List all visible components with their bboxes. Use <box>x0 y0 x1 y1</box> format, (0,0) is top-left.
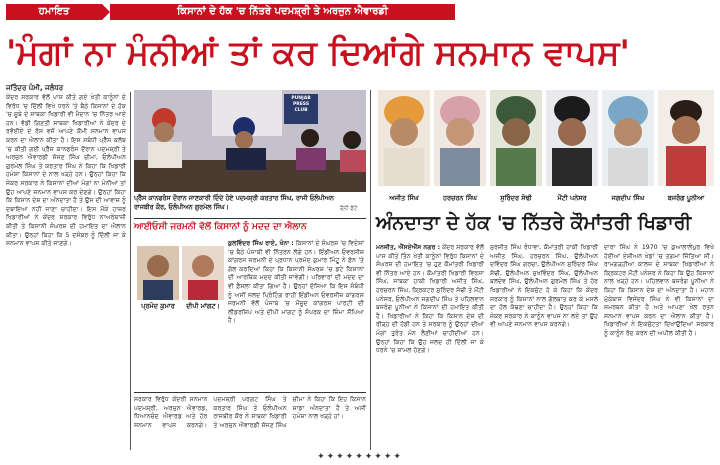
column-divider <box>370 90 371 450</box>
main-headline: 'ਮੰਗਾਂ ਨਾ ਮੰਨੀਆਂ ਤਾਂ ਕਰ ਦਿਆਂਗੇ ਸਨਮਾਨ ਵਾਪਸ' <box>6 33 630 73</box>
right-column-2 <box>490 244 598 449</box>
separator-stars: ✦✦✦✦✦✦✦✦✦ <box>317 452 403 462</box>
photo-drawing <box>134 90 366 192</box>
strap-headline: ਕਿਸਾਨਾਂ ਦੇ ਹੱਕ 'ਚ ਨਿੱਤਰੇ ਪਦਮਸ਼੍ਰੀ ਤੇ ਅਰਜੁਨ ਐਵਾਰਡੀ <box>110 4 455 20</box>
athlete-name: ਮੌਂਟੀ ਪਨੇਸਰ <box>557 194 587 202</box>
athlete-name: ਅਜੀਤ ਸਿੰਘ <box>389 194 419 202</box>
box-rule <box>134 392 366 393</box>
left-article-text: ਕੇਂਦਰ ਸਰਕਾਰ ਵੱਲੋਂ ਪਾਸ ਕੀਤੇ ਗਏ ਖੇਤੀ ਕਾਨੂੰਨਾਂ ਦੇ ਵਿਰੋਧ 'ਚ ਦਿੱਲੀ ਵਿਖੇ ਧਰਨੇ 'ਤੇ ਬੈਠੇ ਕਿਸਾਨਾਂ ਦੇ ਹੱਕ 'ਚ ਸੂਬੇ ਦੇ ਸਾਬਕਾ ਖਿਡਾਰੀ ਵੀ ਮੈਦਾਨ 'ਚ ਨਿੱਤਰ ਆਏ ਹਨ। ਵੱਡੀ ਗਿਣਤੀ ਸਾਬਕਾ ਖਿਡਾਰੀਆਂ ਨੇ ਕੇਂਦਰ ਦੇ ਰਵੱਈਏ ਦੇ ਰੋਸ ਵਜੋਂ ਆਪਣੇ ਕੌਮੀ ਸਨਮਾਨ ਵਾਪਸ ਕਰਨ ਦਾ ਐਲਾਨ ਕੀਤਾ ਹੈ। ਇਸ ਸਬੰਧੀ ਪ੍ਰੈੱਸ ਕਲੱਬ 'ਚ ਕੀਤੀ ਗਈ ਪ੍ਰੈੱਸ ਕਾਨਫਰੰਸ ਦੌਰਾਨ ਪਦਮਸ਼੍ਰੀ ਤੇ ਅਰਜੁਨ ਐਵਾਰਡੀ ਸੱਜਣ ਸਿੰਘ ਚੀਮਾ, ਓਲੰਪੀਅਨ ਗੁਰਮੇਲ ਸਿੰਘ ਤੇ ਕਰਤਾਰ ਸਿੰਘ ਨੇ ਕਿਹਾ ਕਿ ਖਿਡਾਰੀ ਹਮੇਸ਼ਾ ਕਿਸਾਨਾਂ ਦੇ ਨਾਲ ਖੜ੍ਹੇ ਹਨ। ਉਨ੍ਹਾਂ ਕਿਹਾ ਕਿ ਜੇਕਰ ਸਰਕਾਰ ਨੇ ਕਿਸਾਨਾਂ ਦੀਆਂ ਮੰਗਾਂ ਨਾ ਮੰਨੀਆਂ ਤਾਂ ਉਹ ਆਪਣੇ ਸਨਮਾਨ ਵਾਪਸ ਕਰ ਦੇਣਗੇ। ਉਨ੍ਹਾਂ ਕਿਹਾ ਕਿ ਕਿਸਾਨ ਦੇਸ਼ ਦਾ ਅੰਨਦਾਤਾ ਹੈ ਤੇ ਉਸ ਦੀ ਆਵਾਜ਼ ਨੂੰ ਦਬਾਇਆ ਨਹੀਂ ਜਾਣਾ ਚਾਹੀਦਾ। ਇਸ ਮੌਕੇ ਹਾਜ਼ਰ ਖਿਡਾਰੀਆਂ ਨੇ ਕੇਂਦਰ ਸਰਕਾਰ ਵਿਰੁੱਧ ਨਾਅਰੇਬਾਜ਼ੀ ਕੀਤੀ ਤੇ ਕਿਸਾਨੀ ਸੰਘਰਸ਼ ਦੀ ਹਮਾਇਤ ਦਾ ਐਲਾਨ ਕੀਤਾ। ਉਨ੍ਹਾਂ ਕਿਹਾ ਕਿ 5 ਦਸੰਬਰ ਨੂੰ ਦਿੱਲੀ ਜਾ ਕੇ ਸਨਮਾਨ ਵਾਪਸ ਕੀਤੇ ਜਾਣਗੇ। <box>6 94 126 248</box>
press-club-sign: PUNJAB PRESS CLUB <box>291 96 311 113</box>
right-column-1-text: ਕੇਂਦਰ ਸਰਕਾਰ ਵੱਲੋਂ ਪਾਸ ਕੀਤੇ ਤਿੰਨ ਖੇਤੀ ਕਾਨੂੰਨਾਂ ਵਿਰੁੱਧ ਕਿਸਾਨਾਂ ਦੇ ਸੰਘਰਸ਼ ਦੀ ਹਮਾਇਤ 'ਚ ਹੁਣ ਕੌਮਾਂਤਰੀ ਖਿਡਾਰੀ ਵੀ ਨਿੱਤਰ ਆਏ ਹਨ। ਕੌਮਾਂਤਰੀ ਖਿਡਾਰੀ ਵਿਰਸਾ ਸਿੰਘ, ਸਾਬਕਾ ਹਾਕੀ ਖਿਡਾਰੀ ਅਜੀਤ ਸਿੰਘ, ਹਰਚਰਨ ਸਿੰਘ, ਕ੍ਰਿਕਟਰ ਸੁਰਿੰਦਰ ਸੋਢੀ ਤੇ ਮੌਂਟੀ ਪਨੇਸਰ, ਓਲੰਪੀਅਨ ਜਗਦੀਪ ਸਿੰਘ ਤੇ ਪਹਿਲਵਾਨ ਬਜਰੰਗ ਪੂਨੀਆ ਨੇ ਕਿਸਾਨਾਂ ਦੀ ਹਮਾਇਤ ਕੀਤੀ ਹੈ। ਖਿਡਾਰੀਆਂ ਨੇ ਕਿਹਾ ਕਿ ਕਿਸਾਨ ਦੇਸ਼ ਦੀ ਰੀੜ੍ਹ ਦੀ ਹੱਡੀ ਹਨ ਤੇ ਸਰਕਾਰ ਨੂੰ ਉਨ੍ਹਾਂ ਦੀਆਂ ਮੰਗਾਂ ਤੁਰੰਤ ਮੰਨ ਲੈਣੀਆਂ ਚਾਹੀਦੀਆਂ ਹਨ। ਉਨ੍ਹਾਂ ਕਿਹਾ ਕਿ ਉਹ ਜਲਦ ਹੀ ਦਿੱਲੀ ਜਾ ਕੇ ਧਰਨੇ 'ਚ ਸ਼ਾਮਲ ਹੋਣਗੇ। <box>376 244 484 355</box>
column-divider <box>130 92 131 450</box>
right-column-3-text: ਦਾਰਾ ਸਿੰਘ ਨੇ 1970 'ਚ ਕੁਆਲਾਲੰਪੁਰ ਵਿਖੇ ਹੋਈਆਂ ਏਸ਼ੀਅਨ ਖੇਡਾਂ 'ਚ ਤਗ਼ਮਾ ਜਿੱਤਿਆ ਸੀ। ਰਾਮਗੜ੍ਹੀਆ ਕਾਲਜ ਦੇ ਸਾਬਕਾ ਖਿਡਾਰੀਆਂ ਨੇ ਕ੍ਰਿਕਟਰ ਮੌਂਟੀ ਪਨੇਸਰ ਨੇ ਕਿਹਾ ਕਿ ਉਹ ਕਿਸਾਨਾਂ ਨਾਲ ਖੜ੍ਹੇ ਹਨ। ਪਹਿਲਵਾਨ ਬਜਰੰਗ ਪੂਨੀਆ ਨੇ ਕਿਹਾ ਕਿ ਕਿਸਾਨ ਦੇਸ਼ ਦਾ ਅੰਨਦਾਤਾ ਹੈ। ਮਹਾਨ ਮੁੱਕੇਬਾਜ਼ ਵਿਜੇਂਦਰ ਸਿੰਘ ਨੇ ਵੀ ਕਿਸਾਨਾਂ ਦਾ ਸਮਰਥਨ ਕੀਤਾ ਹੈ ਅਤੇ ਆਪਣਾ ਖੇਲ ਰਤਨ ਸਨਮਾਨ ਵਾਪਸ ਕਰਨ ਦਾ ਐਲਾਨ ਕੀਤਾ ਹੈ। ਖਿਡਾਰੀਆਂ ਨੇ ਇਕਜੁੱਟਤਾ ਦਿਖਾਉਂਦਿਆਂ ਸਰਕਾਰ ਨੂੰ ਕਾਨੂੰਨ ਰੱਦ ਕਰਨ ਦੀ ਅਪੀਲ ਕੀਤੀ ਹੈ। <box>604 244 714 337</box>
athlete-name: ਸੁਰਿੰਦਰ ਸੋਢੀ <box>500 194 532 202</box>
left-article-body <box>6 94 126 449</box>
right-dateline: ਮਨਜੀਤ, ਐੱਸਏਐੱਸ ਨਗਰ : <box>376 244 441 251</box>
box-rule <box>134 218 366 219</box>
promod-kumar-caption: ਪ੍ਰਮੋਦ ਕੁਮਾਰ <box>141 302 175 310</box>
germany-headline: ਆਈਓਸੀ ਜਰਮਨੀ ਵੱਲੋਂ ਕਿਸਾਨਾਂ ਨੂੰ ਮਦਦ ਦਾ ਐਲਾਨ <box>134 222 307 232</box>
mugshot-drawing <box>137 246 179 300</box>
germany-article-body <box>228 240 364 390</box>
athlete-name: ਹਰਚਰਨ ਸਿੰਘ <box>442 194 477 202</box>
athlete-name: ਜਗਦੀਪ ਸਿੰਘ <box>611 194 645 202</box>
bottom-strip-body <box>134 396 366 448</box>
right-column-2-text: ਸੁਰਜੀਤ ਸਿੰਘ ਰੰਧਾਵਾ, ਕੌਮਾਂਤਰੀ ਹਾਕੀ ਖਿਡਾਰੀ ਅਜੀਤ ਸਿੰਘ, ਹਰਚਰਨ ਸਿੰਘ, ਉਲੰਪੀਅਨ ਦਵਿੰਦਰ ਸਿੰਘ ਗਰਚਾ, ਉਲੰਪੀਅਨ ਸੁਰਿੰਦਰ ਸਿੰਘ ਸੋਢੀ, ਉਲੰਪੀਅਨ ਸੁਖਵਿੰਦਰ ਸਿੰਘ, ਉਲੰਪੀਅਨ ਬਲਦੇਵ ਸਿੰਘ, ਉਲੰਪੀਅਨ ਗੁਰਮੇਲ ਸਿੰਘ ਤੇ ਹੋਰ ਖਿਡਾਰੀਆਂ ਨੇ ਇਕਜੁੱਟ ਹੋ ਕੇ ਕਿਹਾ ਕਿ ਕੇਂਦਰ ਸਰਕਾਰ ਨੂੰ ਕਿਸਾਨਾਂ ਨਾਲ ਗੱਲਬਾਤ ਕਰ ਕੇ ਮਸਲੇ ਦਾ ਹੱਲ ਕੱਢਣਾ ਚਾਹੀਦਾ ਹੈ। ਉਨ੍ਹਾਂ ਕਿਹਾ ਕਿ ਜੇਕਰ ਸਰਕਾਰ ਨੇ ਕਾਨੂੰਨ ਵਾਪਸ ਨਾ ਲਏ ਤਾਂ ਉਹ ਵੀ ਆਪਣੇ ਸਨਮਾਨ ਵਾਪਸ ਕਰਨਗੇ। <box>490 244 598 329</box>
right-column-3 <box>604 244 714 449</box>
right-headline: ਅੰਨਦਾਤਾ ਦੇ ਹੱਕ 'ਚ ਨਿੱਤਰੇ ਕੌਮਾਂਤਰੀ ਖਿਡਾਰੀ <box>376 212 692 234</box>
kicker-arrow <box>102 4 110 20</box>
photo-credit: ਰੌਨੀ ਫੋਟੋ <box>340 206 358 212</box>
athlete-name: ਬਜਰੰਗ ਪੂਨੀਆ <box>667 194 705 202</box>
section-kicker: ਹਮਾਇਤ <box>6 4 102 20</box>
right-column-1 <box>376 244 484 449</box>
deepi-mangat-caption: ਦੀਪੀ ਮਾਂਗਟ। <box>186 302 220 310</box>
press-conference-photo <box>134 90 366 192</box>
deepi-mangat-photo <box>182 246 224 300</box>
bottom-strip-text: ਸਰਕਾਰ ਵਿਰੁੱਧ ਕੇਂਦਰੀ ਸਨਮਾਨ ਪਦਮਸ਼੍ਰੀ, ਅਰਜੁਨ ਐਵਾਰਡ, ਧਿਆਨਚੰਦ ਐਵਾਰਡ ਅਤੇ ਹੋਰ ਸਨਮਾਨ ਵਾਪਸ ਕਰਨਗੇ। ਪਦਮਸ਼੍ਰੀ ਪਰਗਟ ਸਿੰਘ ਤੇ ਕਰਤਾਰ ਸਿੰਘ ਤੇ ਓਲੰਪੀਅਨ ਰਾਜਬੀਰ ਕੌਰ ਨੇ ਸਾਬਕਾ ਖਿਡਾਰੀ ਤੇ ਅਰਜੁਨ ਐਵਾਰਡੀ ਸੱਜਣ ਸਿੰਘ ਚੀਮਾ ਨੇ ਕਿਹਾ ਕਿ ਇਹ ਕਿਸਾਨ ਸਾਡਾ ਅੰਨਦਾਤਾ ਹੈ ਤੇ ਅਸੀਂ ਹਮੇਸ਼ਾ ਨਾਲ ਖੜ੍ਹੇ ਹਾਂ। <box>134 396 366 429</box>
germany-article-text: ਕਿਸਾਨਾਂ ਦੇ ਸੰਘਰਸ਼ 'ਚ ਵਿਦੇਸ਼ਾਂ 'ਚ ਬੈਠੇ ਪੰਜਾਬੀ ਵੀ ਨਿੱਤਰਨ ਲੱਗੇ ਹਨ। ਇੰਡੀਅਨ ਓਵਰਸੀਜ਼ ਕਾਂਗਰਸ ਜਰਮਨੀ ਦੇ ਪ੍ਰਧਾਨ ਪ੍ਰਮੋਦ ਕੁਮਾਰ ਮਿੰਟੂ ਨੇ ਫ਼ੋਨ 'ਤੇ ਗੱਲ ਕਰਦਿਆਂ ਕਿਹਾ ਕਿ ਕਿਸਾਨੀ ਸੰਘਰਸ਼ 'ਚ ਡਟੇ ਕਿਸਾਨਾਂ ਦੀ ਆਰਥਿਕ ਮਦਦ ਕੀਤੀ ਜਾਵੇਗੀ। ਪਰਿਵਾਰਾਂ ਦੀ ਮਦਦ ਦਾ ਵੀ ਫ਼ੈਸਲਾ ਕੀਤਾ ਗਿਆ ਹੈ। ਉਨ੍ਹਾਂ ਦੱਸਿਆ ਕਿ ਇਸ ਸੰਬੰਧੀ ਨੂੰ ਅਸੀਂ ਜਲਦ ਪ੍ਰਿੰਟਿੰਗ ਰਾਹੀਂ ਇੰਡੀਅਨ ਓਵਰਸੀਜ਼ ਕਾਂਗਰਸ ਜਰਮਨੀ ਵੱਲੋਂ ਪੰਜਾਬ 'ਚ ਮੌਜੂਦ ਕਾਂਗਰਸ ਪਾਰਟੀ ਦੀ ਲੀਡਰਸ਼ਿਪ ਅਤੇ ਦੀਪੀ ਮਾਂਗਟ ਨੂੰ ਸੰਪਰਕ ਦਾ ਜ਼ਿੰਮਾ ਸੌਂਪਿਆ ਹੈ। <box>228 240 365 325</box>
promod-kumar-photo <box>137 246 179 300</box>
athletes-drawing <box>376 90 716 204</box>
photo-caption: ਪ੍ਰੈੱਸ ਕਾਨਫਰੰਸ ਦੌਰਾਨ ਜਾਣਕਾਰੀ ਦਿੰਦੇ ਹੋਏ ਪਦਮਸ਼੍ਰੀ ਕਰਤਾਰ ਸਿੰਘ, ਰਾਜੀ ਓਲੰਪੀਅਨ ਰਾਜਬੀਰ ਕੌਰ, ਓਲੰਪੀਅਨ ਗੁਰਮੇਲ ਸਿੰਘ। <box>134 195 334 211</box>
byline: ਜਤਿੰਦਰ ਪੰਮੀ, ਜਲੰਧਰ <box>6 84 64 92</box>
athletes-photo-row <box>376 90 716 204</box>
germany-byline: ਕੁਲਵਿੰਦਰ ਸਿੰਘ ਰਾਏ, ਖੰਨਾ : <box>228 240 294 247</box>
mugshot-drawing <box>182 246 224 300</box>
